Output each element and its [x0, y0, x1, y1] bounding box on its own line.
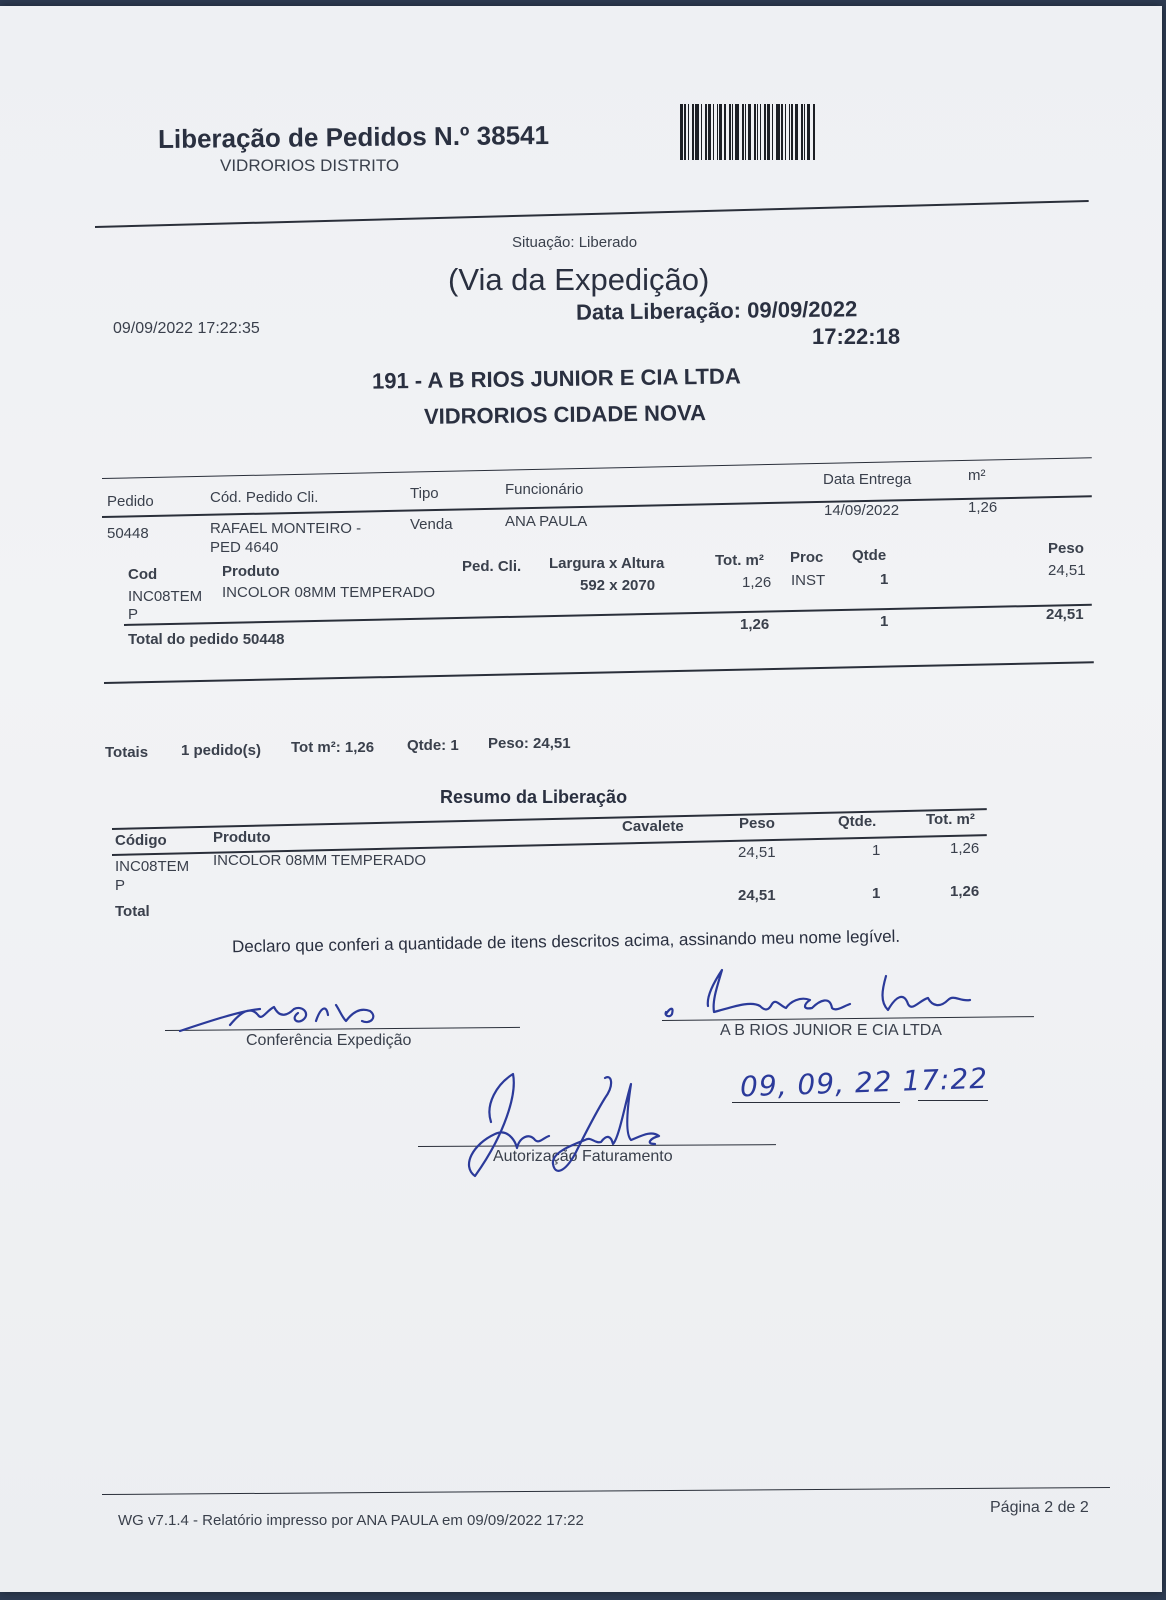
- summary-row-tot-m2: 1,26: [950, 840, 980, 857]
- client-signature-label: A B RIOS JUNIOR E CIA LTDA: [720, 1022, 942, 1039]
- barcode-bar: [785, 104, 786, 160]
- via-label: (Via da Expedição): [448, 262, 710, 297]
- barcode-bar: [735, 104, 739, 160]
- order-delivery-date: 14/09/2022: [824, 502, 900, 519]
- col-pedido: Pedido: [107, 493, 154, 510]
- item-col-ped-cli: Ped. Cli.: [462, 558, 522, 575]
- col-cod-pedido-cli: Cód. Pedido Cli.: [210, 489, 319, 506]
- summary-row-qtde: 1: [872, 842, 881, 859]
- summary-col-peso: Peso: [739, 815, 775, 832]
- barcode-bar: [795, 104, 798, 160]
- order-total-qtde: 1: [880, 613, 889, 630]
- item-col-tot-m2: Tot. m²: [715, 552, 764, 569]
- item-code-2: P: [128, 606, 139, 623]
- barcode-bar: [708, 104, 711, 160]
- handwritten-date: 09, 09, 22 17:22: [739, 1061, 989, 1104]
- autorizacao-signature: [455, 1064, 685, 1184]
- conferencia-signature: [170, 991, 410, 1041]
- barcode-bar: [719, 104, 722, 160]
- page-title: Liberação de Pedidos N.º 38541: [157, 119, 550, 155]
- barcode-bar: [724, 104, 726, 160]
- barcode-bar: [684, 104, 686, 160]
- item-peso: 24,51: [1048, 562, 1086, 579]
- barcode-bar: [705, 104, 707, 160]
- item-qtde: 1: [880, 571, 889, 588]
- summary-total-qtde: 1: [872, 885, 881, 902]
- summary-col-codigo: Código: [115, 832, 167, 849]
- order-table-bottom-rule: [104, 661, 1094, 684]
- order-client-code: RAFAEL MONTEIRO -: [210, 520, 362, 537]
- summary-col-produto: Produto: [213, 829, 271, 846]
- order-type: Venda: [410, 516, 453, 533]
- item-dimensions: 592 x 2070: [580, 577, 656, 594]
- summary-col-cavalete: Cavalete: [622, 818, 684, 835]
- item-product: INCOLOR 08MM TEMPERADO: [222, 584, 436, 601]
- col-m2: m²: [968, 467, 986, 484]
- barcode-bar: [801, 104, 803, 160]
- item-proc: INST: [791, 572, 826, 589]
- barcode-bar: [688, 104, 689, 160]
- item-col-cod: Cod: [128, 566, 158, 583]
- barcode-bar: [789, 104, 790, 160]
- conferencia-label: Conferência Expedição: [246, 1032, 412, 1049]
- col-funcionario: Funcionário: [505, 481, 584, 498]
- barcode-bar: [767, 104, 770, 160]
- order-number: 50448: [107, 525, 149, 542]
- order-employee: ANA PAULA: [505, 513, 588, 530]
- header-divider: [95, 200, 1089, 228]
- status-label: Situação: Liberado: [512, 234, 638, 251]
- summary-row-code: INC08TEM: [115, 858, 190, 875]
- item-col-produto: Produto: [222, 563, 280, 580]
- barcode-bar: [760, 104, 761, 160]
- barcode-bar: [729, 104, 731, 160]
- totals-orders: 1 pedido(s): [181, 742, 262, 759]
- barcode-bar: [701, 104, 702, 160]
- barcode-bar: [717, 104, 718, 160]
- release-time: 17:22:18: [812, 324, 901, 349]
- order-total-peso: 24,51: [1046, 606, 1084, 623]
- barcode-bar: [807, 104, 810, 160]
- item-total-rule: [124, 604, 1092, 626]
- footer-rule: [102, 1487, 1110, 1495]
- barcode-bar: [813, 104, 815, 160]
- summary-row-peso: 24,51: [738, 844, 776, 861]
- barcode-bar: [742, 104, 744, 160]
- footer-report-info: WG v7.1.4 - Relatório impresso por ANA PAULA em 09/09/2022 17:22: [118, 1512, 584, 1529]
- item-tot-m2: 1,26: [742, 574, 772, 591]
- barcode-bar: [732, 104, 733, 160]
- col-data-entrega: Data Entrega: [823, 471, 912, 488]
- item-col-qtde: Qtde: [852, 547, 887, 564]
- item-code: INC08TEM: [128, 588, 203, 605]
- item-col-proc: Proc: [790, 549, 824, 566]
- col-tipo: Tipo: [410, 485, 439, 502]
- summary-row-code-2: P: [115, 877, 126, 894]
- order-client-code-2: PED 4640: [210, 539, 279, 556]
- autorizacao-label: Autorização Faturamento: [493, 1148, 673, 1165]
- item-col-peso: Peso: [1048, 540, 1084, 557]
- summary-title: Resumo da Liberação: [440, 787, 628, 807]
- barcode-bar: [748, 104, 751, 160]
- release-date: Data Liberação: 09/09/2022: [575, 296, 858, 325]
- client-name: 191 - A B RIOS JUNIOR E CIA LTDA: [371, 363, 741, 394]
- date-underline: [732, 1102, 900, 1103]
- barcode-bar: [791, 104, 793, 160]
- order-table-top-rule: [102, 457, 1092, 479]
- totals-label: Totais: [105, 744, 149, 761]
- barcode-bar: [692, 104, 694, 160]
- totals-peso: Peso: 24,51: [488, 735, 571, 752]
- totals-qtde: Qtde: 1: [407, 737, 459, 754]
- barcode-bar: [695, 104, 699, 160]
- client-signature: [660, 956, 1010, 1026]
- order-m2: 1,26: [968, 499, 998, 516]
- client-store: VIDRORIOS CIDADE NOVA: [423, 400, 707, 429]
- order-total-m2: 1,26: [740, 616, 770, 633]
- declaration-text: Declaro que conferi a quantidade de itens descritos acima, assinando meu nome legível.: [231, 926, 901, 957]
- print-datetime: 09/09/2022 17:22:35: [113, 320, 260, 337]
- barcode-bar: [776, 104, 780, 160]
- summary-total-tot-m2: 1,26: [950, 883, 980, 900]
- barcode-bar: [781, 104, 783, 160]
- summary-total-label: Total: [115, 903, 150, 920]
- barcode-bar: [680, 104, 683, 160]
- barcode: [680, 104, 856, 160]
- barcode-bar: [757, 104, 758, 160]
- barcode-bar: [745, 104, 746, 160]
- time-underline: [918, 1100, 988, 1101]
- item-col-largura-altura: Largura x Altura: [549, 555, 665, 572]
- subtitle: VIDRORIOS DISTRITO: [220, 156, 400, 175]
- summary-total-peso: 24,51: [738, 887, 776, 904]
- barcode-bar: [713, 104, 714, 160]
- order-total-label: Total do pedido 50448: [128, 631, 285, 648]
- barcode-bar: [764, 104, 766, 160]
- footer-page-number: Página 2 de 2: [990, 1499, 1089, 1516]
- barcode-bar: [754, 104, 756, 160]
- summary-row-product: INCOLOR 08MM TEMPERADO: [213, 852, 427, 869]
- summary-col-qtde: Qtde.: [838, 813, 877, 830]
- document-page: [0, 6, 1162, 1592]
- summary-col-tot-m2: Tot. m²: [926, 811, 975, 828]
- barcode-bar: [804, 104, 805, 160]
- barcode-bar: [772, 104, 773, 160]
- totals-m2: Tot m²: 1,26: [291, 739, 375, 756]
